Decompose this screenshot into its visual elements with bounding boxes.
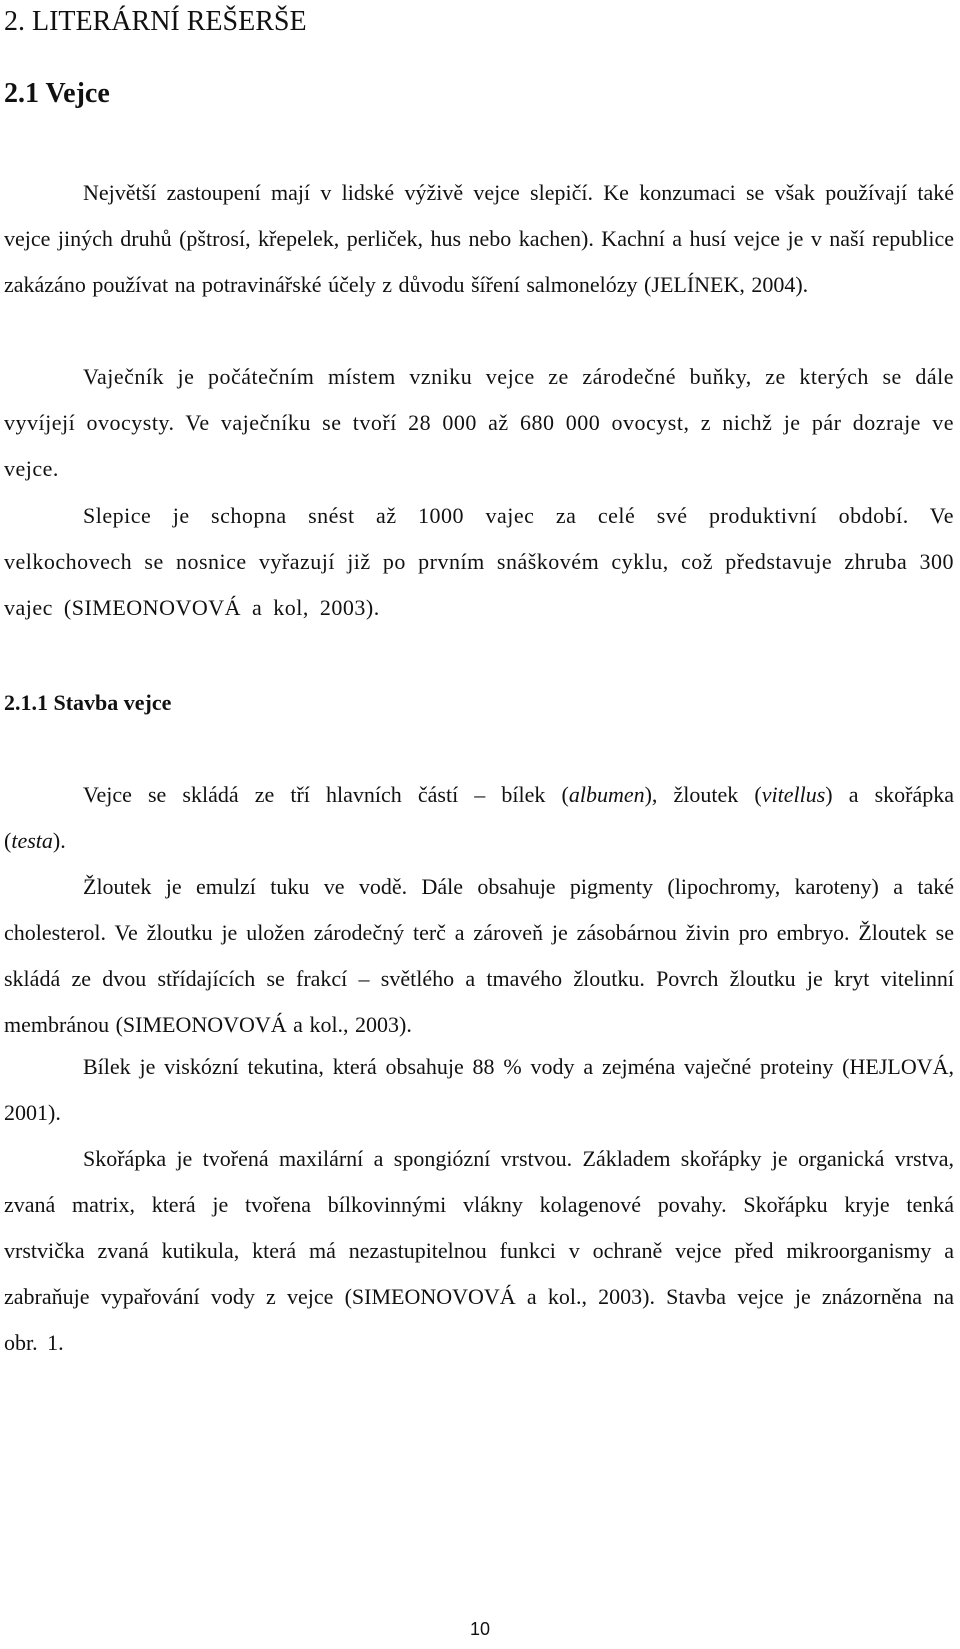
paragraph-consumption: Největší zastoupení mají v lidské výživě vejce slepičí. Ke konzumaci se však používají také vejce jiných druhů (pštrosí, křepelek, perliček, hus nebo kachen). Kachní a husí vejce je v naší republice zakázáno používat na potravinářské účely z důvodu šíření salmonelózy (JELÍNEK, 2004).: [4, 180, 954, 297]
egg-parts-text-2: ), žloutek (: [644, 782, 762, 807]
term-testa: testa: [11, 828, 53, 853]
term-vitellus: vitellus: [761, 782, 826, 807]
term-albumen: albumen: [568, 782, 645, 807]
paragraph-ovary: Vaječník je počátečním místem vzniku vejce ze zárodečné buňky, ze kterých se dále vyvíjejí ovocysty. Ve vaječníku se tvoří 28 000 až 680 000 ovocyst, z nichž je pár dozraje ve vejce.: [4, 364, 954, 481]
section-heading: 2.1 Vejce: [4, 78, 110, 109]
page-number: 10: [469, 1619, 491, 1639]
paragraph-albumen: Bílek je viskózní tekutina, která obsahuje 88 % vody a zejména vaječné proteiny (HEJLOVÁ, 2001).: [4, 1054, 954, 1125]
egg-parts-text-4: ).: [52, 828, 66, 853]
egg-parts-text-3: ) a skořápka (: [4, 782, 954, 853]
chapter-heading: 2. LITERÁRNÍ REŠERŠE: [4, 6, 307, 37]
paragraph-egg-parts: [4, 772, 954, 864]
paragraph-laying: Slepice je schopna snést až 1000 vajec za celé své produktivní období. Ve velkochovech se nosnice vyřazují již po prvním snáškovém cyklu, což představuje zhruba 300 vajec (SIMEONOVOVÁ a kol, 2003).: [4, 503, 954, 620]
subsection-heading: 2.1.1 Stavba vejce: [4, 690, 172, 715]
egg-parts-text-1: Vejce se skládá ze tří hlavních částí – bílek (: [83, 782, 569, 807]
paragraph-shell: Skořápka je tvořená maxilární a spongiózní vrstvou. Základem skořápky je organická vrstva, zvaná matrix, která je tvořena bílkovinnými vlákny kolagenové povahy. Skořápku kryje tenká vrstvička zvaná kutikula, která má nezastupitelnou funkci v ochraně vejce před mikroorganismy a zabraňuje vypařování vody z vejce (SIMEONOVOVÁ a kol., 2003). Stavba vejce je znázorněna na obr. 1.: [4, 1146, 954, 1355]
paragraph-yolk: Žloutek je emulzí tuku ve vodě. Dále obsahuje pigmenty (lipochromy, karoteny) a také cholesterol. Ve žloutku je uložen zárodečný terč a zároveň je zásobárnou živin pro embryo. Žloutek se skládá ze dvou střídajících se frakcí – světlého a tmavého žloutku. Povrch žloutku je kryt vitelinní membránou (SIMEONOVOVÁ a kol., 2003).: [4, 874, 954, 1037]
